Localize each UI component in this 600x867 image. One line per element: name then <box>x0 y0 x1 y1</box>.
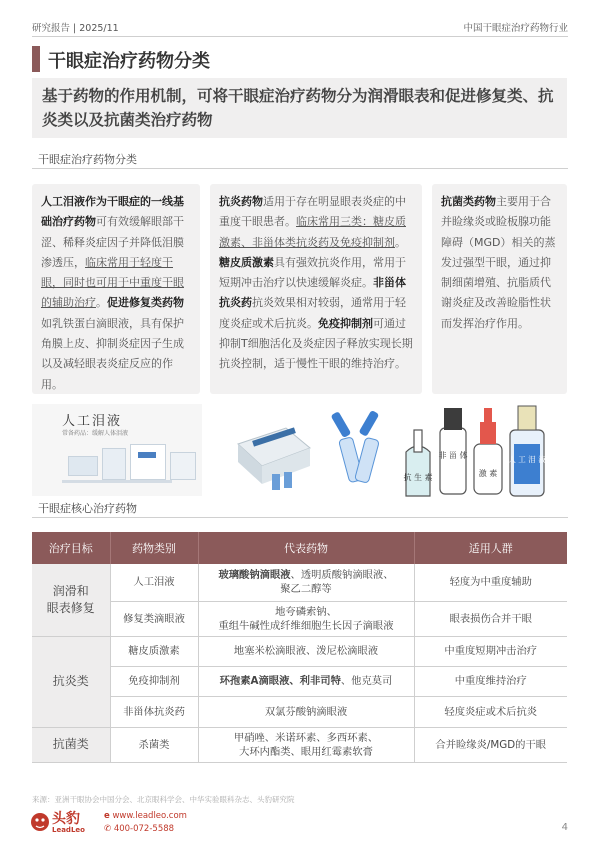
row-population: 轻度炎症或术后抗炎 <box>414 696 567 727</box>
card2-nsaid-lead: 非甾体抗炎药 <box>219 276 406 310</box>
row-category: 非甾体抗炎药 <box>110 696 198 727</box>
bottle-label-tears: 人 工 泪 液 <box>508 455 546 464</box>
row-population: 合并睑缘炎/MGD的干眼 <box>414 727 567 762</box>
row-drugs <box>198 601 414 636</box>
row-category: 免疫抑制剂 <box>110 666 198 696</box>
card2-steroid-lead: 糖皮质激素 <box>219 255 274 269</box>
row-population: 中重度维持治疗 <box>414 666 567 696</box>
drug-text: 、透明质酸钠滴眼液、 <box>290 569 394 582</box>
card-lubrication <box>32 184 200 394</box>
artificial-tears-caption: 人工泪液 <box>62 414 123 429</box>
row-drugs <box>198 727 414 762</box>
summary-box <box>32 78 567 138</box>
title-accent-bar <box>32 46 40 72</box>
card-antibacterial <box>432 184 567 394</box>
footer-contact <box>104 810 187 836</box>
web-icon: e <box>104 811 110 821</box>
leadleo-logo <box>30 808 100 838</box>
card2-immuno-text: 可通过抑制T细胞活化及炎症因子释放实现长期抗炎控制，适于慢性干眼的维持治疗。 <box>219 316 413 371</box>
bottle-label-steroid: 激 素 <box>478 469 498 478</box>
card2-underlined: 临床常用三类：糖皮质激素、非甾体类抗炎药及免疫抑制剂 <box>219 215 406 249</box>
card1-text: 可有效缓解眼部干涩、稀释炎症因子并降低泪膜渗透压， <box>41 215 184 269</box>
row-drugs <box>198 636 414 666</box>
row-category: 修复类滴眼液 <box>110 601 198 636</box>
row-population: 眼表损伤合并干眼 <box>414 601 567 636</box>
card3-text: 主要用于合并睑缘炎或睑板腺功能障碍（MGD）相关的蒸发过强型干眼，通过抑制细菌增殖、抗脂质代谢炎症及改善睑脂性状而发挥治疗作用。 <box>441 195 556 330</box>
section-divider <box>32 168 568 169</box>
bottle-label-nsaid: 非 甾 体 <box>438 451 468 460</box>
artificial-tears-image <box>32 404 202 496</box>
row-category: 人工泪液 <box>110 564 198 601</box>
col-header-target: 治疗目标 <box>32 532 110 564</box>
card1-repair-text: 如乳铁蛋白滴眼液，具有保护角膜上皮、抑制炎症因子生成以及减轻眼表炎症反应的作用。 <box>41 316 184 391</box>
row-category: 糖皮质激素 <box>110 636 198 666</box>
industry-name: 中国干眼症治疗药物行业 <box>463 23 568 34</box>
drug-text-line2: 聚乙二醇等 <box>280 583 332 596</box>
section-label-core-drugs: 干眼症核心治疗药物 <box>38 502 137 515</box>
single-dose-vials-image <box>326 404 390 496</box>
bottle-label-antibiotic: 抗 生 素 <box>403 473 433 482</box>
card2-punct: 。 <box>395 235 406 249</box>
page-title: 干眼症治疗药物分类 <box>48 51 210 72</box>
row-population: 轻度为中重度辅助 <box>414 564 567 601</box>
table-row <box>32 727 567 762</box>
group-antibacterial: 抗菌类 <box>32 727 110 762</box>
phone-number: 400-072-5588 <box>113 824 175 834</box>
drug-text-line2: 重组牛碱性成纤维细胞生长因子滴眼液 <box>218 619 394 632</box>
brand-en: LeadLeo <box>52 826 85 834</box>
card2-lead: 抗炎药物 <box>219 195 263 208</box>
page-header <box>32 20 568 34</box>
card3-lead: 抗菌类药物 <box>441 195 496 208</box>
card2-immuno-lead: 免疫抑制剂 <box>318 316 373 330</box>
row-drugs <box>198 666 414 696</box>
section-label-classification: 干眼症治疗药物分类 <box>38 153 137 166</box>
group-anti-inflammatory: 抗炎类 <box>32 636 110 727</box>
table-row <box>32 696 567 727</box>
drug-highlight: 环孢素A滴眼液、利非司特 <box>219 675 341 687</box>
summary-text: 基于药物的作用机制，可将干眼症治疗药物分为润滑眼表和促进修复类、抗炎类以及抗菌类治疗药物 <box>42 87 554 129</box>
eye-drop-box-image <box>226 404 316 496</box>
section-divider <box>32 517 568 518</box>
table-header-row <box>32 532 567 564</box>
core-drug-table <box>32 532 567 763</box>
drug-text: 双氯芬酸钠滴眼液 <box>264 705 348 718</box>
source-note: 来源：亚洲干眼协会中国分会、北京眼科学会、中华实验眼科杂志、头豹研究院 <box>32 795 295 804</box>
header-divider <box>32 36 568 37</box>
drug-text: 地夸磷索钠、 <box>275 605 337 618</box>
website-link[interactable]: www.leadleo.com <box>112 811 187 821</box>
row-category: 杀菌类 <box>110 727 198 762</box>
phone-icon: ✆ <box>104 824 112 834</box>
report-date: 研究报告 | 2025/11 <box>32 23 119 34</box>
col-header-category: 药物类别 <box>110 532 198 564</box>
card2-text: 适用于存在明显眼表炎症的中重度干眼患者。 <box>219 195 406 229</box>
table-row <box>32 636 567 666</box>
row-drugs <box>198 564 414 601</box>
drug-text-line2: 大环内酯类、眼用红霉素软膏 <box>239 745 373 758</box>
group-lubrication: 润滑和 眼表修复 <box>32 564 110 636</box>
brand-cn: 头豹 <box>52 811 80 827</box>
row-drugs <box>198 696 414 727</box>
eye-drop-bottles-illustration <box>398 400 568 500</box>
card2-nsaid-text: 抗炎效果相对较弱，通常用于轻度炎症或术后抗炎。 <box>219 296 406 330</box>
card2-steroid-text: 具有强效抗炎作用，常用于短期冲击治疗以快速缓解炎症。 <box>219 255 406 290</box>
table-row <box>32 666 567 696</box>
artificial-tears-subcaption: 常备药品：缓解人体泪液 <box>62 430 129 437</box>
page-number: 4 <box>561 822 568 833</box>
card1-punct: 。 <box>96 296 107 310</box>
drug-text: 甲硝唑、米诺环素、多西环素、 <box>233 731 379 744</box>
col-header-drugs: 代表药物 <box>198 532 414 564</box>
col-header-population: 适用人群 <box>414 532 567 564</box>
drug-text: 、他克莫司 <box>340 675 393 687</box>
drug-highlight: 玻璃酸钠滴眼液 <box>218 569 291 582</box>
table-row <box>32 601 567 636</box>
table-row <box>32 564 567 601</box>
card1-repair-lead: 促进修复类药物 <box>107 296 184 310</box>
card1-underlined: 临床常用于轻度干眼，同时也可用于中重度干眼的辅助治疗 <box>41 255 184 310</box>
card1-lead: 人工泪液作为干眼症的一线基础治疗药物 <box>41 195 184 229</box>
drug-text: 地塞米松滴眼液、泼尼松滴眼液 <box>233 645 379 657</box>
row-population: 中重度短期冲击治疗 <box>414 636 567 666</box>
card-anti-inflammatory <box>210 184 422 394</box>
